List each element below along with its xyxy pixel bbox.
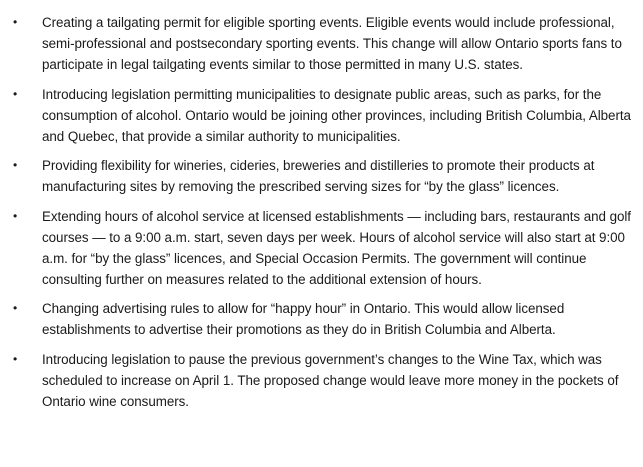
bullet-icon: • (13, 15, 18, 29)
list-item (10, 206, 633, 290)
list-item-text: Introducing legislation to pause the previous government’s changes to the Wine Tax, which was scheduled to increase on April 1. The proposed change would leave more money in the pockets of Ontario wine consumers. (42, 351, 619, 409)
list-item (10, 155, 633, 197)
list-item (10, 349, 633, 412)
bullet-icon: • (13, 351, 18, 366)
list-item (10, 84, 633, 147)
list-item (10, 12, 633, 75)
bullet-icon: • (13, 208, 18, 223)
bullet-list (10, 12, 633, 412)
list-item-text: Changing advertising rules to allow for “happy hour” in Ontario. This would allow licensed establishments to advertise their promotions as they do in British Columbia and Alberta. (42, 301, 565, 337)
list-item-text: Introducing legislation permitting municipalities to designate public areas, such as parks, for the consumption of alcohol. Ontario would be joining other provinces, including British Columbia, Alberta and Quebec, that provide a similar authority to municipalities. (42, 86, 631, 144)
list-item-text: Extending hours of alcohol service at licensed establishments — including bars, restaurants and golf courses — to a 9:00 a.m. start, seven days per week. Hours of alcohol service will also start at 9:00 a.m. for “by the glass” licences, and Special Occasion Permits. The government will continue consulting further on measures related to the additional extension of hours. (42, 208, 631, 287)
bullet-icon: • (13, 158, 18, 172)
list-item-text: Creating a tailgating permit for eligible sporting events. Eligible events would include professional, semi-professional and postsecondary sporting events. This change will allow Ontario sports fans to participate in legal tailgating events similar to those permitted in many U.S. states. (42, 15, 622, 72)
list-item-text: Providing flexibility for wineries, cideries, breweries and distilleries to promote their products at manufacturing sites by removing the prescribed serving sizes for “by the glass” licences. (42, 158, 595, 194)
list-item (10, 298, 633, 340)
bullet-icon: • (13, 86, 18, 101)
bullet-icon: • (13, 301, 18, 315)
